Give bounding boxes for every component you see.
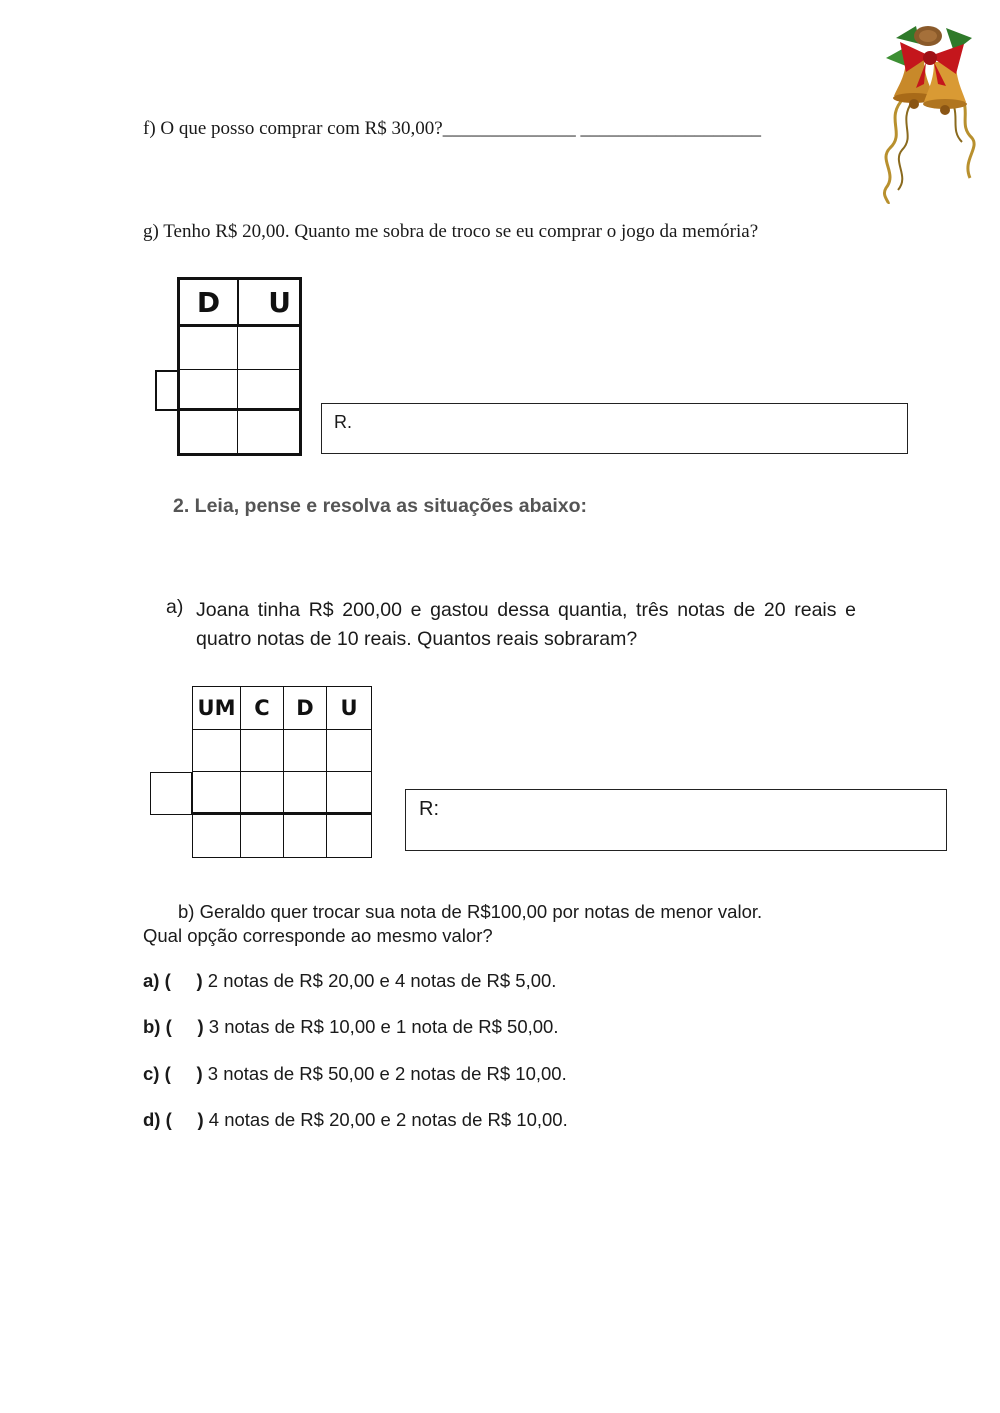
option-c[interactable] <box>143 1063 567 1085</box>
operation-sign-box[interactable] <box>150 772 192 815</box>
grid-cell[interactable] <box>240 772 283 815</box>
option-text: 2 notas de R$ 20,00 e 4 notas de R$ 5,00. <box>202 970 557 991</box>
operation-sign-box[interactable] <box>155 370 177 411</box>
question-2a-text: Joana tinha R$ 200,00 e gastou dessa quantia, três notas de 20 reais e quatro notas de 10 reais. Quantos reais sobraram? <box>196 599 856 650</box>
grid-cell[interactable] <box>326 772 372 815</box>
question-2b-line2: Qual opção corresponde ao mesmo valor? <box>143 925 493 946</box>
option-b[interactable] <box>143 1016 558 1038</box>
question-2b <box>143 900 843 948</box>
grid-cell[interactable] <box>283 772 326 815</box>
grid-cell[interactable] <box>240 815 283 858</box>
option-a[interactable] <box>143 970 556 992</box>
grid-cell[interactable] <box>326 815 372 858</box>
answer-box-g[interactable] <box>321 403 908 454</box>
question-2b-line1: b) Geraldo quer trocar sua nota de R$100,00 por notas de menor valor. <box>178 901 763 922</box>
grid-cell[interactable] <box>177 411 238 456</box>
grid-cell[interactable] <box>192 772 240 815</box>
option-text: 3 notas de R$ 50,00 e 2 notas de R$ 10,00. <box>202 1063 567 1084</box>
grid-header-d: D <box>283 686 326 730</box>
grid-cell[interactable] <box>177 370 238 411</box>
grid-cell[interactable] <box>192 815 240 858</box>
grid-header-c: C <box>240 686 283 730</box>
option-text: 3 notas de R$ 10,00 e 1 nota de R$ 50,00. <box>203 1016 559 1037</box>
option-text: 4 notas de R$ 20,00 e 2 notas de R$ 10,00. <box>203 1109 568 1130</box>
option-marker: c) ( ) <box>143 1063 203 1084</box>
grid-cell[interactable] <box>283 815 326 858</box>
question-g-text: g) Tenho R$ 20,00. Quanto me sobra de troco se eu comprar o jogo da memória? <box>143 221 759 242</box>
answer-label: R. <box>334 412 352 432</box>
grid-cell[interactable] <box>238 370 302 411</box>
option-marker: d) ( ) <box>143 1109 204 1130</box>
question-2a-letter: a) <box>166 596 184 618</box>
section-2-heading: 2. Leia, pense e resolva as situações abaixo: <box>173 495 588 517</box>
grid-header-d: D <box>177 277 238 327</box>
option-marker: b) ( ) <box>143 1016 204 1037</box>
answer-label: R: <box>419 798 439 820</box>
grid-cell[interactable] <box>326 730 372 772</box>
grid-header-u: U <box>238 277 302 327</box>
grid-header-u: U <box>326 686 372 730</box>
grid-cell[interactable] <box>283 730 326 772</box>
option-marker: a) ( ) <box>143 970 203 991</box>
christmas-bells-icon <box>876 18 980 204</box>
umcdu-grid <box>150 686 374 861</box>
grid-header-um: UM <box>192 686 240 730</box>
answer-box-2a[interactable] <box>405 789 947 851</box>
question-f-text: f) O que posso comprar com R$ 30,00?______________ ___________________ <box>143 118 761 139</box>
grid-cell[interactable] <box>238 327 302 370</box>
grid-cell[interactable] <box>240 730 283 772</box>
grid-cell[interactable] <box>192 730 240 772</box>
grid-cell[interactable] <box>238 411 302 456</box>
du-grid <box>155 277 305 457</box>
grid-cell[interactable] <box>177 327 238 370</box>
option-d[interactable] <box>143 1109 568 1131</box>
